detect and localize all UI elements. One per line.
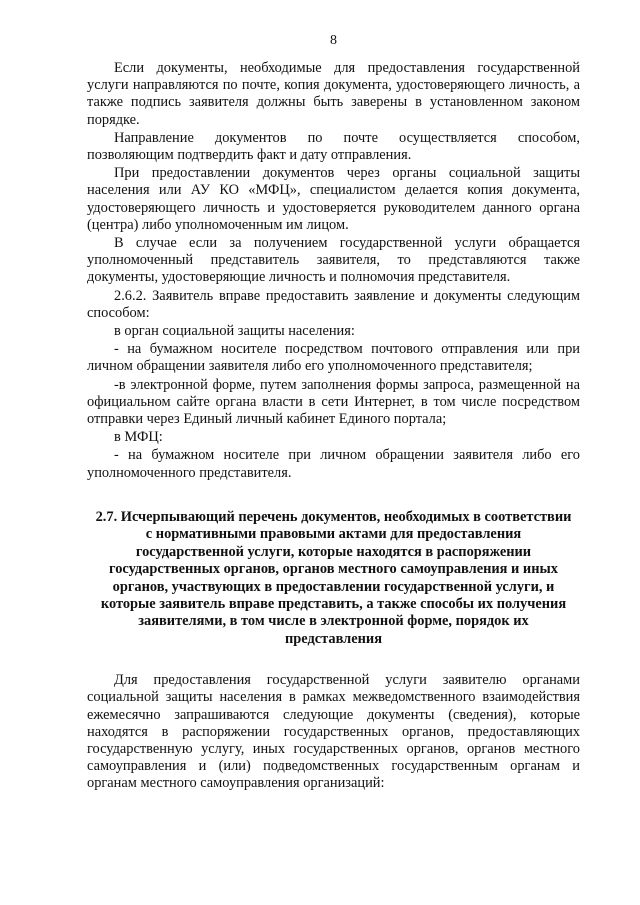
list-label-social-protection: в орган социальной защиты населения: <box>114 323 355 340</box>
list-item-paper: - на бумажном носителе посредством почтового отправления или при личном обращении заявителя либо его уполномоченного представителя; <box>87 341 580 375</box>
document-body <box>87 60 580 793</box>
page-number: 8 <box>330 33 337 48</box>
section-heading-2-7: 2.7. Исчерпывающий перечень документов, необходимых в соответствии с нормативными правовыми актами для предоставления государственной услуги, которые находятся в распоряжении государственных органов, органов местного самоуправления и иных органов, участвующих в предоставлении государственной услуги, и которые заявитель вправе представить, а также способы их получения заявителями, в том числе в электронной форме, порядок их представления <box>95 508 572 647</box>
paragraph-representative: В случае если за получением государственной услуги обращается уполномоченный представитель заявителя, то представляются также документы, удостоверяющие личность и полномочия представителя. <box>87 235 580 286</box>
paragraph-postal-method: Направление документов по почте осуществляется способом, позволяющим подтвердить факт и дату отправления. <box>87 129 580 164</box>
list-item-electronic: -в электронной форме, путем заполнения формы запроса, размещенной на официальном сайте органа власти в сети Интернет, в том числе посредством отправки через Единый личный кабинет Единого портала; <box>87 376 580 428</box>
paragraph-postal-copies: Если документы, необходимые для предоставления государственной услуги направляются по почте, копия документа, удостоверяющего личность, а также подпись заявителя должны быть заверены в установленном законом порядке. <box>87 60 580 128</box>
list-label-mfc: в МФЦ: <box>114 429 163 446</box>
list-item-mfc-paper: - на бумажном носителе при личном обращении заявителя либо его уполномоченного представителя. <box>87 447 580 481</box>
paragraph-interagency-requests: Для предоставления государственной услуги заявителю органами социальной защиты населения в рамках межведомственного взаимодействия ежемесячно запрашиваются следующие документы (сведения), которые находятся в распоряжении государственных органов, предоставляющих государственную услугу, иных государственных органов, органов местного самоуправления и (или) подведомственных государственным органам и органам местного самоуправления организаций: <box>87 672 580 792</box>
paragraph-mfc-copies: При предоставлении документов через органы социальной защиты населения или АУ КО «МФЦ», специалистом делается копия документа, удостоверяющего личность и удостоверяется руководителем данного органа (центра) либо уполномоченным им лицом. <box>87 165 580 233</box>
paragraph-2-6-2: 2.6.2. Заявитель вправе предоставить заявление и документы следующим способом: <box>87 287 580 321</box>
